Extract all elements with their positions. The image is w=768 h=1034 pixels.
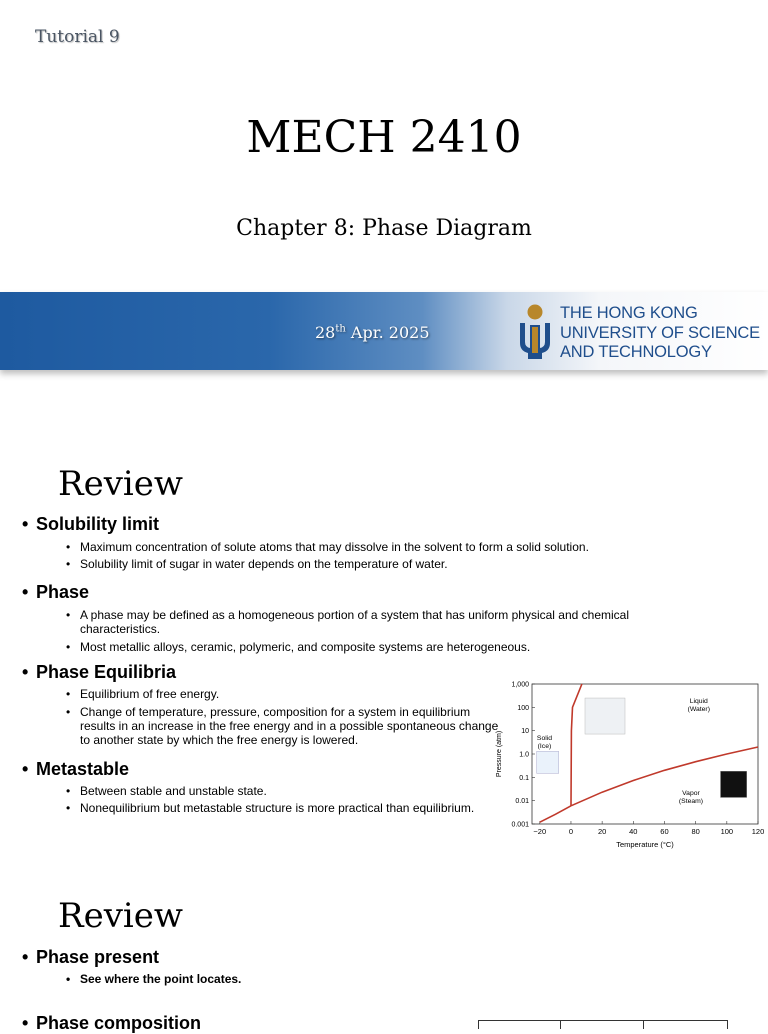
bullet-heading: • Solubility limit [36, 514, 159, 535]
bullet-item: • Nonequilibrium but metastable structure is more practical than equilibrium. [80, 801, 520, 815]
bullet-heading: • Phase Equilibria [36, 662, 176, 683]
ice-image [537, 751, 559, 773]
region-label: Vapor (Steam) [678, 789, 704, 805]
bullet-heading: • Phase [36, 582, 89, 603]
bullet-item: • Equilibrium of free energy. [80, 687, 490, 701]
phase-boundary-line [571, 684, 582, 806]
x-axis-label: Temperature (°C) [616, 840, 674, 849]
bullet-item: • A phase may be defined as a homogeneous portion of a system that has uniform physical and chemical characteristics. [80, 608, 700, 636]
water-pitcher-image [585, 698, 625, 734]
chart-lines [540, 684, 758, 822]
y-tick-label: 10 [521, 728, 529, 736]
bullet-heading: • Phase composition [36, 1013, 201, 1034]
chart-labels [537, 698, 747, 805]
course-title: MECH 2410 [246, 112, 522, 163]
phase-diagram-chart [492, 676, 764, 854]
hkust-wordmark [560, 304, 760, 363]
bullet-heading: • Metastable [36, 759, 129, 780]
y-tick-label: 0.01 [515, 798, 529, 806]
y-tick-label: 0.001 [511, 821, 529, 829]
bullet-item: • Between stable and unstable state. [80, 784, 490, 798]
x-tick-label: 120 [751, 827, 764, 836]
table-top-edge [478, 1020, 728, 1029]
x-tick-label: 20 [597, 827, 607, 836]
phase-boundary-line [540, 806, 571, 822]
x-tick-label: 80 [691, 827, 700, 836]
bullet-item: • Solubility limit of sugar in water depends on the temperature of water. [80, 557, 700, 571]
x-tick-label: 100 [720, 827, 734, 836]
y-tick-label: 1.0 [519, 751, 529, 759]
logo-line: THE HONG KONG [560, 304, 698, 322]
region-label: Liquid (Water) [687, 698, 710, 714]
region-label: Solid (Ice) [536, 734, 553, 750]
review-title: Review [58, 896, 184, 936]
tutorial-label: Tutorial 9 [35, 27, 120, 47]
x-tick-label: 60 [660, 827, 669, 836]
y-axis-label: Pressure (atm) [496, 730, 503, 778]
review-title: Review [58, 464, 184, 504]
bullet-item: • Most metallic alloys, ceramic, polymeric, and composite systems are heterogeneous. [80, 640, 700, 654]
y-tick-label: 1,000 [511, 681, 529, 689]
steam-image [721, 771, 747, 797]
bullet-item: • See where the point locates. [80, 972, 480, 986]
y-tick-label: 0.1 [519, 774, 529, 782]
x-tick-label: 0 [568, 827, 574, 836]
x-tick-label: −20 [533, 827, 547, 836]
date-label: 28th Apr. 2025 [315, 323, 430, 342]
chart-axes [496, 682, 764, 850]
hkust-logo-icon [516, 303, 554, 361]
bullet-item: • Change of temperature, pressure, composition for a system in equilibrium results in an increase in the free energy and in a possible spontaneous change to another state by which the free energy is lowered. [80, 705, 500, 747]
logo-line: AND TECHNOLOGY [560, 343, 712, 361]
bullet-heading: • Phase present [36, 947, 159, 968]
bullet-item: • Maximum concentration of solute atoms that may dissolve in the solvent to form a solid solution. [80, 540, 700, 554]
chapter-subtitle: Chapter 8: Phase Diagram [236, 216, 532, 241]
logo-line: UNIVERSITY OF SCIENCE [560, 323, 760, 342]
x-tick-label: 40 [629, 827, 638, 836]
y-tick-label: 100 [517, 704, 529, 712]
